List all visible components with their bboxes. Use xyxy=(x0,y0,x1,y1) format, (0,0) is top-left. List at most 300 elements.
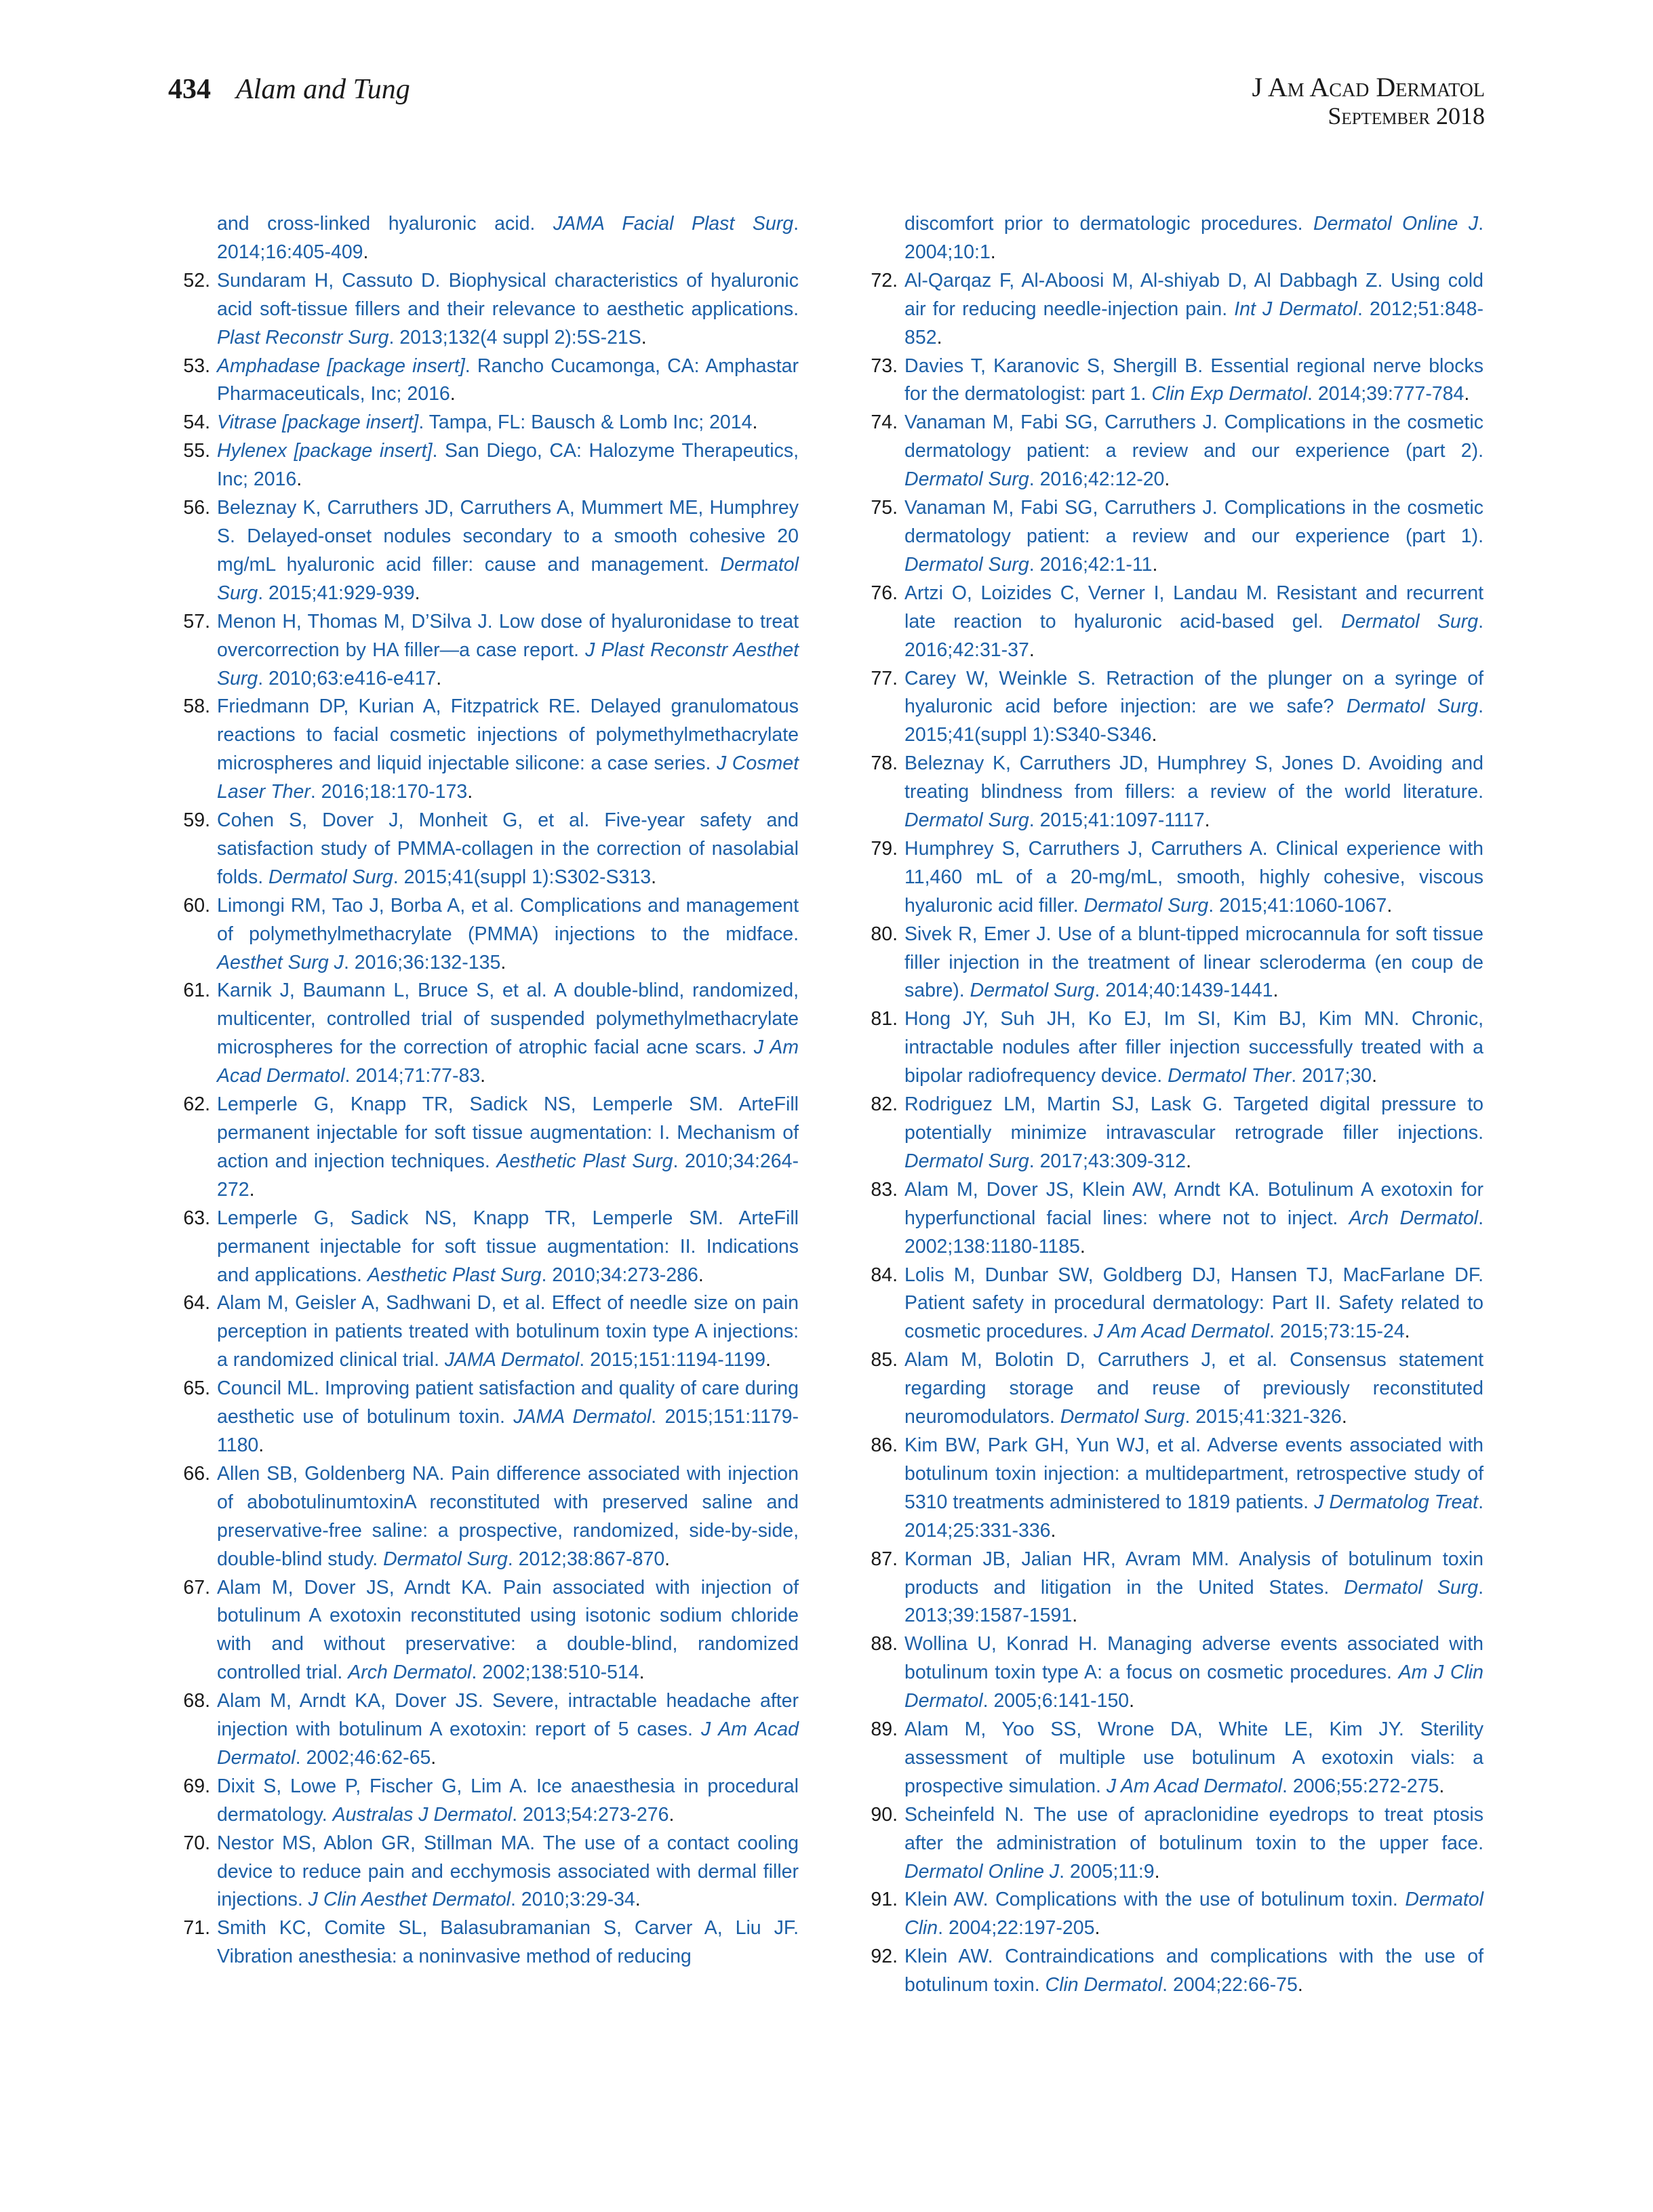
reference-authors-title: Scheinfeld N. The use of apraclonidine eyedrops to treat ptosis after the administration of botulinum toxin to the upper face. xyxy=(904,1803,1483,1854)
reference-text xyxy=(217,1574,799,1688)
reference-citation: . 2014;16:405-409 xyxy=(217,213,799,263)
reference-number: 80. xyxy=(871,923,898,945)
reference-item[interactable] xyxy=(856,1432,1483,1546)
reference-item[interactable] xyxy=(856,1801,1483,1887)
reference-journal: Dermatol Online J xyxy=(1313,213,1479,235)
reference-text xyxy=(904,1091,1483,1176)
reference-end-period: . xyxy=(1029,639,1035,661)
reference-citation: . 2014;71:77-83 xyxy=(344,1065,481,1087)
journal-name: J Am Acad Dermatol xyxy=(1252,72,1485,102)
reference-citation: . San Diego, CA: Halozyme Therapeutics, Inc; 2016 xyxy=(217,440,799,491)
reference-item[interactable] xyxy=(856,1886,1483,1943)
reference-number: 83. xyxy=(871,1178,898,1201)
reference-number: 63. xyxy=(183,1207,210,1229)
reference-authors-title: Al-Qarqaz F, Al-Aboosi M, Al-shiyab D, Al Dabbagh Z. Using cold air for reducing needle-injection pain. xyxy=(904,269,1483,320)
reference-text xyxy=(904,1176,1483,1262)
running-authors: Alam and Tung xyxy=(236,74,410,105)
reference-end-period: . xyxy=(1151,724,1157,746)
reference-text xyxy=(217,1687,799,1773)
reference-journal: JAMA Dermatol xyxy=(444,1349,580,1371)
reference-item[interactable] xyxy=(856,835,1483,921)
reference-journal: Aesthetic Plast Surg xyxy=(496,1150,673,1172)
reference-citation: . 2010;63:e416-e417 xyxy=(258,667,437,689)
reference-number: 89. xyxy=(871,1718,898,1741)
reference-end-period: . xyxy=(436,667,442,689)
reference-item[interactable] xyxy=(856,1176,1483,1262)
reference-text xyxy=(904,580,1483,665)
reference-journal: Am J Clin Dermatol xyxy=(904,1662,1483,1712)
references-column-right xyxy=(856,210,1483,2000)
reference-end-period: . xyxy=(765,1349,771,1371)
reference-text xyxy=(217,267,799,353)
reference-end-period: . xyxy=(1129,1690,1135,1712)
reference-citation: . 2012;51:848-852 xyxy=(904,298,1483,348)
reference-item[interactable] xyxy=(168,437,799,494)
reference-end-period: . xyxy=(1404,1321,1410,1343)
reference-number: 67. xyxy=(183,1576,210,1598)
reference-number: 57. xyxy=(183,610,210,632)
reference-authors-title: Menon H, Thomas M, D’Silva J. Low dose of hyaluronidase to treat overcorrection by HA filler—a case report. xyxy=(217,610,799,661)
reference-item[interactable] xyxy=(168,977,799,1091)
reference-text xyxy=(904,665,1483,750)
reference-end-period: . xyxy=(1152,553,1158,576)
reference-item[interactable] xyxy=(856,210,1483,267)
reference-number: 73. xyxy=(871,355,898,377)
reference-citation: . 2006;55:272-275 xyxy=(1282,1775,1439,1797)
reference-citation: . 2015;73:15-24 xyxy=(1269,1321,1405,1343)
reference-number: 92. xyxy=(871,1946,898,1968)
reference-end-period: . xyxy=(1050,1519,1056,1542)
reference-text xyxy=(217,1205,799,1290)
reference-end-period: . xyxy=(1341,1406,1347,1428)
reference-text xyxy=(904,750,1483,835)
reference-journal: Dermatol Clin xyxy=(904,1889,1483,1939)
reference-authors-title: Rodriguez LM, Martin SJ, Lask G. Targeted digital pressure to potentially minimize intravascular retrograde filler injections. xyxy=(904,1093,1483,1144)
reference-text xyxy=(217,1914,799,1971)
reference-item[interactable] xyxy=(168,1091,799,1205)
reference-citation: . 2014;39:777-784 xyxy=(1307,383,1465,405)
reference-journal: Aesthetic Plast Surg xyxy=(367,1264,542,1286)
reference-citation: . 2014;25:331-336 xyxy=(904,1491,1483,1542)
reference-text xyxy=(217,1289,799,1375)
reference-authors-title: Sundaram H, Cassuto D. Biophysical characteristics of hyaluronic acid soft-tissue fillers and their relevance to aesthetic applications. xyxy=(217,269,799,320)
reference-authors-title: Alam M, Yoo SS, Wrone DA, White LE, Kim JY. Sterility assessment of multiple use botulinum A exotoxin vials: a prospective simulation. xyxy=(904,1718,1483,1797)
reference-number: 64. xyxy=(183,1292,210,1314)
reference-number: 56. xyxy=(183,497,210,519)
reference-citation: . 2013;132(4 suppl 2):5S-21S xyxy=(389,326,641,348)
reference-number: 72. xyxy=(871,269,898,291)
reference-authors-title: Hong JY, Suh JH, Ko EJ, Im SI, Kim BJ, Kim MN. Chronic, intractable nodules after filler injection successfully treated with a bipolar radiofrequency device. xyxy=(904,1008,1483,1087)
reference-journal: Dermatol Surg xyxy=(904,1150,1029,1172)
reference-text xyxy=(904,1630,1483,1716)
reference-number: 75. xyxy=(871,497,898,519)
reference-item[interactable] xyxy=(856,921,1483,1006)
reference-citation: . 2016;42:12-20 xyxy=(1029,468,1165,491)
reference-authors-title: Alam M, Arndt KA, Dover JS. Severe, intractable headache after injection with botulinum A exotoxin: report of 5 cases. xyxy=(217,1690,799,1741)
reference-text xyxy=(904,1346,1483,1432)
reference-item[interactable] xyxy=(168,1574,799,1688)
journal-info xyxy=(1252,73,1485,130)
reference-number: 61. xyxy=(183,980,210,1002)
reference-end-period: . xyxy=(990,241,996,263)
reference-end-period: . xyxy=(1079,1235,1086,1258)
reference-end-period: . xyxy=(1072,1605,1078,1627)
reference-number: 84. xyxy=(871,1264,898,1286)
reference-journal: J Am Acad Dermatol xyxy=(217,1718,799,1769)
running-header xyxy=(168,73,1485,148)
reference-authors-title: Dixit S, Lowe P, Fischer G, Lim A. Ice anaesthesia in procedural dermatology. xyxy=(217,1775,799,1826)
reference-citation: . 2002;138:510-514 xyxy=(471,1662,639,1684)
reference-citation: . 2015;151:1179-1180 xyxy=(217,1406,799,1456)
reference-citation: . 2010;3:29-34 xyxy=(510,1889,635,1911)
reference-number: 85. xyxy=(871,1349,898,1371)
reference-text xyxy=(904,1432,1483,1546)
reference-authors-title: Alam M, Dover JS, Arndt KA. Pain associated with injection of botulinum A exotoxin reconstituted using isotonic sodium chloride with and without preservative: a double-blind, randomized controlled trial. xyxy=(217,1576,799,1684)
reference-number: 66. xyxy=(183,1462,210,1485)
reference-journal: Clin Dermatol xyxy=(1045,1974,1163,1996)
reference-item[interactable] xyxy=(168,1773,799,1830)
reference-text xyxy=(904,1943,1483,2000)
reference-journal: Dermatol Surg xyxy=(1344,1576,1479,1598)
reference-item[interactable] xyxy=(168,892,799,978)
reference-journal: Arch Dermatol xyxy=(1349,1207,1479,1229)
reference-text xyxy=(904,1262,1483,1347)
reference-journal: Australas J Dermatol xyxy=(332,1803,513,1826)
reference-item[interactable] xyxy=(168,409,799,437)
reference-number: 65. xyxy=(183,1378,210,1400)
reference-citation: . Tampa, FL: Bausch & Lomb Inc; 2014 xyxy=(418,411,753,434)
reference-item[interactable] xyxy=(856,1546,1483,1631)
reference-text xyxy=(217,210,799,267)
reference-text xyxy=(904,921,1483,1006)
reference-number: 60. xyxy=(183,894,210,917)
reference-number: 62. xyxy=(183,1093,210,1116)
reference-number: 79. xyxy=(871,837,898,860)
reference-number: 88. xyxy=(871,1633,898,1655)
reference-authors-title: Lemperle G, Sadick NS, Knapp TR, Lemperle SM. ArteFill permanent injectable for soft tissue augmentation: II. Indications and applications. xyxy=(217,1207,799,1286)
reference-citation: . 2015;41:321-326 xyxy=(1184,1406,1342,1428)
reference-number: 55. xyxy=(183,440,210,462)
reference-end-period: . xyxy=(936,326,942,348)
reference-item[interactable] xyxy=(856,353,1483,409)
reference-authors-title: Carey W, Weinkle S. Retraction of the plunger on a syringe of hyaluronic acid before injection: are we safe? xyxy=(904,667,1483,718)
reference-item[interactable] xyxy=(168,807,799,892)
reference-end-period: . xyxy=(249,1178,255,1201)
reference-item[interactable] xyxy=(856,1091,1483,1176)
reference-authors-title: discomfort prior to dermatologic procedures. xyxy=(904,213,1313,235)
reference-citation: . 2015;41(suppl 1):S302-S313 xyxy=(393,866,652,888)
reference-number: 59. xyxy=(183,809,210,832)
reference-journal: Dermatol Surg xyxy=(904,468,1029,491)
reference-authors-title: Klein AW. Contraindications and complications with the use of botulinum toxin. xyxy=(904,1946,1483,1996)
reference-citation: . 2015;41(suppl 1):S340-S346 xyxy=(904,696,1483,746)
reference-text xyxy=(217,693,799,807)
reference-authors-title: Council ML. Improving patient satisfaction and quality of care during aesthetic use of botulinum toxin. xyxy=(217,1378,799,1428)
reference-number: 77. xyxy=(871,667,898,689)
reference-text xyxy=(904,1716,1483,1801)
reference-text xyxy=(904,267,1483,353)
reference-journal: Int J Dermatol xyxy=(1234,298,1357,320)
reference-authors-title: Vanaman M, Fabi SG, Carruthers J. Complications in the cosmetic dermatology patient: a review and our experience (part 1). xyxy=(904,497,1483,547)
reference-text xyxy=(217,608,799,693)
reference-text xyxy=(904,1005,1483,1091)
reference-text xyxy=(904,494,1483,580)
reference-journal: Dermatol Surg xyxy=(904,809,1029,832)
reference-authors-title: and cross-linked hyaluronic acid. xyxy=(217,213,553,235)
reference-citation: . 2005;6:141-150 xyxy=(982,1690,1130,1712)
reference-text xyxy=(904,1886,1483,1943)
reference-journal: Dermatol Surg xyxy=(1083,894,1209,917)
reference-end-period: . xyxy=(1186,1150,1192,1172)
reference-item[interactable] xyxy=(856,1630,1483,1716)
reference-journal: J Dermatolog Treat xyxy=(1314,1491,1479,1513)
reference-authors-title: Limongi RM, Tao J, Borba A, et al. Complications and management of polymethylmethacrylate (PMMA) injections to the midface. xyxy=(217,894,799,945)
reference-end-period: . xyxy=(363,241,369,263)
reference-end-period: . xyxy=(1154,1860,1160,1883)
reference-number: 69. xyxy=(183,1775,210,1797)
reference-number: 58. xyxy=(183,696,210,718)
reference-end-period: . xyxy=(1094,1917,1100,1939)
reference-item[interactable] xyxy=(856,580,1483,665)
reference-text xyxy=(217,1830,799,1915)
reference-authors-title: Lemperle G, Knapp TR, Sadick NS, Lemperle SM. ArteFill permanent injectable for soft tissue augmentation: I. Mechanism of action and injection techniques. xyxy=(217,1093,799,1172)
reference-number: 87. xyxy=(871,1548,898,1570)
reference-item[interactable] xyxy=(856,1943,1483,2000)
reference-journal: Dermatol Ther xyxy=(1168,1065,1292,1087)
reference-end-period: . xyxy=(1273,980,1279,1002)
reference-authors-title: Korman JB, Jalian HR, Avram MM. Analysis of botulinum toxin products and litigation in the United States. xyxy=(904,1548,1483,1598)
reference-journal: Dermatol Surg xyxy=(1341,610,1479,632)
reference-journal: Clin Exp Dermatol xyxy=(1151,383,1308,405)
reference-citation: . 2012;38:867-870 xyxy=(507,1548,665,1570)
reference-authors-title: Klein AW. Complications with the use of botulinum toxin. xyxy=(904,1889,1406,1911)
reference-journal: J Plast Reconstr Aesthet Surg xyxy=(217,639,799,689)
reference-citation: . 2015;41:929-939 xyxy=(258,582,415,604)
reference-journal: JAMA Dermatol xyxy=(513,1406,652,1428)
reference-number: 52. xyxy=(183,269,210,291)
reference-item[interactable] xyxy=(168,1375,799,1460)
reference-citation: . 2014;40:1439-1441 xyxy=(1094,980,1273,1002)
reference-authors-title: Artzi O, Loizides C, Verner I, Landau M. Resistant and recurrent late reaction to hyaluronic acid-based gel. xyxy=(904,582,1483,632)
reference-authors-title: Lolis M, Dunbar SW, Goldberg DJ, Hansen TJ, MacFarlane DF. Patient safety in procedural dermatology: Part II. Safety related to cosmetic procedures. xyxy=(904,1264,1483,1343)
reference-end-period: . xyxy=(500,951,506,973)
reference-text xyxy=(217,977,799,1091)
references-column-left xyxy=(168,210,799,1971)
reference-end-period: . xyxy=(414,582,420,604)
reference-citation: . 2016;42:31-37 xyxy=(904,610,1484,661)
reference-citation: . 2004;10:1 xyxy=(904,213,1483,263)
reference-authors-title: Humphrey S, Carruthers J, Carruthers A. Clinical experience with 11,460 mL of a 20-mg/mL, smooth, highly cohesive, viscous hyaluronic acid filler. xyxy=(904,837,1483,917)
reference-item[interactable] xyxy=(856,494,1483,580)
reference-item[interactable] xyxy=(856,1262,1483,1347)
reference-end-period: . xyxy=(296,468,302,491)
reference-item[interactable] xyxy=(168,1289,799,1375)
reference-journal: J Am Acad Dermatol xyxy=(1106,1775,1283,1797)
reference-item[interactable] xyxy=(168,693,799,807)
reference-text xyxy=(217,437,799,494)
reference-end-period: . xyxy=(651,866,656,888)
reference-journal: JAMA Facial Plast Surg xyxy=(553,213,794,235)
reference-citation: . 2017;43:309-312 xyxy=(1029,1150,1187,1172)
reference-authors-title: Nestor MS, Ablon GR, Stillman MA. The use of a contact cooling device to reduce pain and ecchymosis associated with dermal filler injections. xyxy=(217,1832,799,1911)
reference-item[interactable] xyxy=(856,665,1483,750)
reference-text xyxy=(217,1773,799,1830)
reference-text xyxy=(217,1091,799,1205)
reference-authors-title: Allen SB, Goldenberg NA. Pain difference associated with injection of abobotulinumtoxinA reconstituted with preserved saline and preservative-free saline: a prospective, randomized, side-by-side, double-blind study. xyxy=(217,1462,799,1570)
reference-number: 74. xyxy=(871,411,898,434)
reference-authors-title: Alam M, Dover JS, Klein AW, Arndt KA. Botulinum A exotoxin for hyperfunctional facial lines: where not to inject. xyxy=(904,1178,1483,1229)
reference-number: 86. xyxy=(871,1434,898,1456)
reference-text xyxy=(217,409,799,437)
reference-authors-title: Vanaman M, Fabi SG, Carruthers J. Complications in the cosmetic dermatology patient: a review and our experience (part 2). xyxy=(904,411,1483,462)
reference-item[interactable] xyxy=(856,1005,1483,1091)
reference-authors-title: Alam M, Geisler A, Sadhwani D, et al. Effect of needle size on pain perception in patients treated with botulinum toxin type A injections: a randomized clinical trial. xyxy=(217,1292,799,1371)
reference-journal: J Clin Aesthet Dermatol xyxy=(308,1889,511,1911)
reference-journal: Dermatol Surg xyxy=(904,553,1029,576)
reference-text xyxy=(904,353,1483,409)
reference-end-period: . xyxy=(1464,383,1470,405)
reference-authors-title: Sivek R, Emer J. Use of a blunt-tipped microcannula for soft tissue filler injection in the treatment of linear scleroderma (en coup de sabre). xyxy=(904,923,1483,1002)
reference-journal: J Am Acad Dermatol xyxy=(217,1037,799,1087)
reference-citation: . 2013;54:273-276 xyxy=(512,1803,669,1826)
reference-number: 90. xyxy=(871,1803,898,1826)
reference-end-period: . xyxy=(664,1548,671,1570)
reference-citation: . 2004;22:66-75 xyxy=(1162,1974,1298,1996)
reference-citation: . 2005;11:9 xyxy=(1059,1860,1155,1883)
reference-text xyxy=(217,807,799,892)
reference-authors-title: Davies T, Karanovic S, Shergill B. Essential regional nerve blocks for the dermatologist: part 1. xyxy=(904,355,1483,405)
reference-item[interactable] xyxy=(856,409,1483,494)
reference-number: 70. xyxy=(183,1832,210,1854)
reference-citation: . 2002;138:1180-1185 xyxy=(904,1207,1483,1258)
reference-citation: . 2002;46:62-65 xyxy=(295,1746,431,1769)
reference-item[interactable] xyxy=(168,267,799,353)
reference-journal: Dermatol Surg xyxy=(1060,1406,1185,1428)
reference-authors-title: Kim BW, Park GH, Yun WJ, et al. Adverse events associated with botulinum toxin injection: a multidepartment, retrospective study of 5310 treatments administered to 1819 patients. xyxy=(904,1434,1483,1513)
reference-end-period: . xyxy=(1372,1065,1378,1087)
reference-item[interactable] xyxy=(856,750,1483,835)
reference-citation: . 2010;34:264-272 xyxy=(217,1150,799,1201)
reference-number: 53. xyxy=(183,355,210,377)
reference-text xyxy=(217,353,799,409)
reference-number: 54. xyxy=(183,411,210,434)
reference-text xyxy=(904,835,1483,921)
reference-citation: . 2004;22:197-205 xyxy=(938,1917,1095,1939)
reference-citation: . Rancho Cucamonga, CA: Amphastar Pharmaceuticals, Inc; 2016 xyxy=(217,355,799,405)
reference-journal: J Am Acad Dermatol xyxy=(1093,1321,1269,1343)
reference-citation: . 2016;36:132-135 xyxy=(343,951,501,973)
reference-item[interactable] xyxy=(168,1830,799,1915)
reference-text xyxy=(217,1460,799,1574)
reference-citation: . 2016;42:1-11 xyxy=(1029,553,1153,576)
reference-text xyxy=(904,409,1483,494)
reference-citation: . 2013;39:1587-1591 xyxy=(904,1576,1483,1627)
reference-journal: Plast Reconstr Surg xyxy=(217,326,389,348)
reference-end-period: . xyxy=(480,1065,486,1087)
reference-end-period: . xyxy=(1297,1974,1303,1996)
reference-citation: . 2015;41:1097-1117 xyxy=(1029,809,1205,832)
reference-authors-title: Alam M, Bolotin D, Carruthers J, et al. Consensus statement regarding storage and reuse of previously reconstituted neuromodulators. xyxy=(904,1349,1483,1428)
reference-item[interactable] xyxy=(856,267,1483,353)
reference-number: 91. xyxy=(871,1889,898,1911)
reference-item[interactable] xyxy=(168,1687,799,1773)
reference-end-period: . xyxy=(698,1264,704,1286)
reference-item[interactable] xyxy=(856,1346,1483,1432)
reference-number: 81. xyxy=(871,1008,898,1030)
reference-journal: Dermatol Surg xyxy=(1346,696,1479,718)
reference-authors-title: Friedmann DP, Kurian A, Fitzpatrick RE. Delayed granulomatous reactions to facial cosmetic injections of polymethylmethacrylate microspheres and liquid injectable silicone: a case series. xyxy=(217,696,799,775)
page-number: 434 xyxy=(168,74,211,105)
reference-journal: Dermatol Surg xyxy=(217,553,799,604)
reference-journal: Aesthet Surg J xyxy=(217,951,344,973)
reference-number: 76. xyxy=(871,582,898,604)
reference-text xyxy=(904,210,1483,267)
reference-journal: Dermatol Surg xyxy=(268,866,393,888)
reference-journal: Hylenex [package insert] xyxy=(217,440,433,462)
reference-journal: Dermatol Surg xyxy=(970,980,1095,1002)
reference-item[interactable] xyxy=(168,494,799,608)
reference-item[interactable] xyxy=(168,353,799,409)
reference-text xyxy=(904,1801,1483,1887)
reference-citation: . 2017;30 xyxy=(1291,1065,1372,1087)
reference-authors-title: Cohen S, Dover J, Monheit G, et al. Five-year safety and satisfaction study of PMMA-collagen in the correction of nasolabial folds. xyxy=(217,809,799,888)
reference-authors-title: Wollina U, Konrad H. Managing adverse events associated with botulinum toxin type A: a focus on cosmetic procedures. xyxy=(904,1633,1483,1684)
reference-end-period: . xyxy=(641,326,647,348)
reference-end-period: . xyxy=(1439,1775,1445,1797)
reference-citation: . 2016;18:170-173 xyxy=(310,781,468,803)
reference-journal: Arch Dermatol xyxy=(348,1662,472,1684)
reference-journal: Dermatol Online J xyxy=(904,1860,1060,1883)
reference-text xyxy=(217,494,799,608)
reference-citation: . 2010;34:273-286 xyxy=(541,1264,698,1286)
reference-end-period: . xyxy=(639,1662,645,1684)
reference-end-period: . xyxy=(450,383,456,405)
reference-end-period: . xyxy=(1387,894,1393,917)
reference-authors-title: Smith KC, Comite SL, Balasubramanian S, Carver A, Liu JF. Vibration anesthesia: a noninvasive method of reducing xyxy=(217,1917,799,1968)
reference-end-period: . xyxy=(431,1746,437,1769)
reference-end-period: . xyxy=(669,1803,675,1826)
reference-number: 71. xyxy=(183,1917,210,1939)
reference-text xyxy=(217,1375,799,1460)
reference-authors-title: Karnik J, Baumann L, Bruce S, et al. A double-blind, randomized, multicenter, controlled trial of suspended polymethylmethacrylate microspheres for the correction of atrophic facial acne scars. xyxy=(217,980,799,1059)
reference-text xyxy=(217,892,799,978)
reference-authors-title: Beleznay K, Carruthers JD, Carruthers A, Mummert ME, Humphrey S. Delayed-onset nodules secondary to a smooth cohesive 20 mg/mL hyaluronic acid filler: cause and management. xyxy=(217,497,799,576)
reference-journal: Vitrase [package insert] xyxy=(217,411,419,434)
reference-citation: . 2015;151:1194-1199 xyxy=(579,1349,765,1371)
reference-number: 68. xyxy=(183,1690,210,1712)
reference-item[interactable] xyxy=(168,1914,799,1971)
reference-item[interactable] xyxy=(168,1205,799,1290)
reference-citation: . 2015;41:1060-1067 xyxy=(1208,894,1387,917)
reference-journal: Dermatol Surg xyxy=(383,1548,508,1570)
reference-item[interactable] xyxy=(168,608,799,693)
reference-item[interactable] xyxy=(856,1716,1483,1801)
reference-end-period: . xyxy=(1204,809,1210,832)
reference-journal: J Cosmet Laser Ther xyxy=(217,752,799,803)
reference-end-period: . xyxy=(752,411,758,434)
reference-end-period: . xyxy=(258,1434,264,1456)
reference-authors-title: Beleznay K, Carruthers JD, Humphrey S, Jones D. Avoiding and treating blindness from fillers: a review of the world literature. xyxy=(904,752,1483,803)
reference-text xyxy=(904,1546,1483,1631)
journal-issue: September 2018 xyxy=(1328,102,1485,129)
reference-journal: Amphadase [package insert] xyxy=(217,355,465,377)
reference-number: 78. xyxy=(871,752,898,775)
reference-item[interactable] xyxy=(168,1460,799,1574)
reference-number: 82. xyxy=(871,1093,898,1116)
reference-end-period: . xyxy=(1164,468,1170,491)
reference-end-period: . xyxy=(467,781,473,803)
reference-item[interactable] xyxy=(168,210,799,267)
